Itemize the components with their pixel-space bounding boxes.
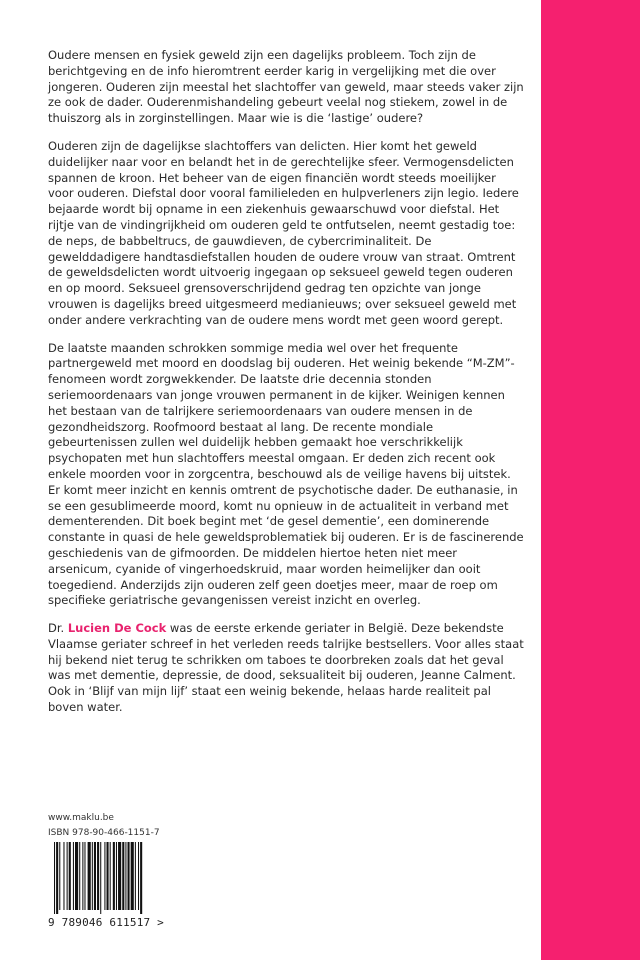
barcode-bar [67,842,68,910]
barcode-bar [107,842,109,910]
barcode-digits: 9 789046 611517 > [48,916,164,929]
barcode-bar [92,842,93,910]
barcode-bar [56,842,58,914]
barcode-bar [59,842,60,910]
isbn-number: ISBN 978-90-466-1151-7 [48,828,160,838]
barcode-bar [135,842,136,910]
barcode-bar [54,842,55,914]
barcode-bar [113,842,115,910]
barcode-bar [125,842,126,910]
barcode-bar [82,842,83,910]
barcode-bar [63,842,64,910]
paragraph-intro: Oudere mensen en fysiek geweld zijn een dagelijks probleem. Toch zijn de berichtgeving en de info hieromtrent eerder karig in vergelijking met die over jongeren. Ouderen zijn meestal het slachtoffer van geweld, maar steeds vaker zijn ze ook de dader. Ouderenmishandeling gebeurt veelal nog stiekem, zowel in de thuiszorg als in zorginstellingen. Maar wie is die ‘lastige’ oudere? [48,48,524,126]
paragraph-delicts: Ouderen zijn de dagelijkse slachtoffers van delicten. Hier komt het geweld duidelijker naar voor en belandt het in de gerechtelijke sfeer. Vermogensdelicten spannen de kroon. Het beheer van de eigen financiën wordt steeds moeilijker voor ouderen. Diefstal door vooral familieleden en hulpverleners zijn legio. Iedere bejaarde wordt bij opname in een ziekenhuis gewaarschuwd voor diefstal. Het rijtje van de vindingrijkheid om ouderen geld te ontfutselen, neemt gestadig toe: de neps, de babbeltrucs, de gauwdieven, de cybercriminaliteit. De gewelddadigere handtasdiefstallen houden de oudere vrouw van straat. Omtrent de geweldsdelicten wordt uitvoerig ingegaan op seksueel geweld tegen ouderen en op moord. Seksueel grensoverschrijdend gedrag ten opzichte van jonge vrouwen is dagelijks breed uitgesmeerd medianieuws; over seksueel geweld met onder andere verkrachting van de oudere mens wordt met geen woord gerept. [48,138,519,327]
barcode-bar [75,842,78,910]
author-prefix: Dr. [48,621,68,636]
barcode-bar [122,842,124,910]
barcode-bar [94,842,96,910]
back-cover-text [48,48,524,728]
barcode-bar [104,842,105,910]
author-name: Lucien De Cock [67,621,167,636]
barcode-bar [110,842,111,910]
barcode-bar [69,842,71,910]
barcode-bar [140,842,142,914]
barcode-bar [88,842,91,910]
barcode-bar [138,842,139,910]
publisher-website: www.maklu.be [48,813,114,823]
barcode-bar [128,842,130,910]
barcode-bar [73,842,74,910]
author-bio-text: was de eerste erkende geriater in België. Deze bekendste Vlaamse geriater schreef in het verleden reeds talrijke bestsellers. Voor alles staat hij bekend niet terug te schrikken om taboes te doorbreken zoals dat het geval was met dementie, depressie, de dood, seksualiteit bij ouderen, Jeanne Calment. Ook in ‘Blijf van mijn lijf’ staat een weinig bekende, helaas harde realiteit pal boven water. [48,621,524,715]
barcode-bar [97,842,99,910]
barcode-bar [84,842,85,910]
spine-color-bar [541,0,640,960]
paragraph-author-bio [48,621,524,716]
barcode-bar [131,842,134,910]
barcode-bar [118,842,121,910]
paragraph-murders: De laatste maanden schrokken sommige media wel over het frequente partnergeweld met moord en doodslag bij ouderen. Het weinig bekende “M-ZM”-fenomeen wordt zorgwekkender. De laatste drie decennia stonden seriemoordenaars van jonge vrouwen permanent in de kijker. Weinigen kennen het bestaan van de talrijkere seriemoordenaars van oudere mensen in de gezondheidszorg. Roofmoord bestaat al lang. De recente mondiale gebeurtenissen zullen wel duidelijk hebben gemaakt hoe verschrikkelijk psychopaten met hun slachtoffers meestal omgaan. Er deden zich recent ook enkele moorden voor in zorgcentra, beschouwd als de veilige havens bij uitstek. Er komt meer inzicht en kennis omtrent de psychotische dader. De euthanasie, in se een gesublimeerde moord, komt nu opnieuw in de actualiteit in verband met dementerenden. Dit boek begint met ‘de gesel dementie’, een dominerende constante in quasi de hele geweldsproblematiek bij ouderen. Er is de fascinerende geschiedenis van de gifmoorden. De middelen hiertoe heten niet meer arsenicum, cyanide of vingerhoedskruid, maar worden heimelijker dan ooit toegediend. Anderzijds zijn ouderen zelf geen doetjes meer, maar de roep om specifieke geriatrische gevangenissen vereist inzicht en overleg. [48,340,524,608]
barcode-bar [100,842,101,914]
barcode-bar [116,842,117,910]
barcode-bar [79,842,80,910]
